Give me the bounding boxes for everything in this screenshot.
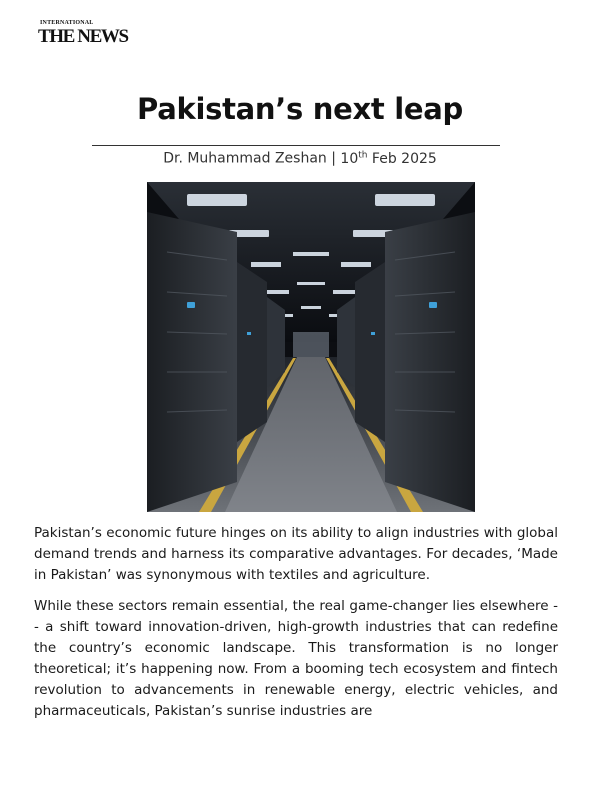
article-body: [34, 523, 558, 732]
masthead-logo: [38, 18, 128, 48]
byline-separator: |: [331, 150, 336, 167]
date-suffix: th: [358, 150, 368, 160]
body-paragraph-1: Pakistan’s economic future hinges on its ability to align industries with global demand trends and harness its comparative advantages. For decades, ‘Made in Pakistan’ was synonymous with textiles and agriculture.: [34, 525, 558, 583]
masthead-brand-text: THE NEWS: [38, 26, 128, 47]
body-paragraph-2: While these sectors remain essential, the real game-changer lies elsewhere -- a shift toward innovation-driven, high-growth industries that can redefine the country’s economic landscape. This transformation is no longer theoretical; it’s happening now. From a booming tech ecosystem and fintech revolution to advancements in renewable energy, electric vehicles, and pharmaceuticals, Pakistan’s sunrise industries are: [34, 598, 558, 719]
publish-date: [340, 151, 436, 167]
title-divider: [92, 145, 500, 146]
author-name: Dr. Muhammad Zeshan: [163, 150, 327, 167]
date-day: 10: [340, 150, 359, 167]
masthead-small-text: INTERNATIONAL: [40, 20, 94, 26]
byline: [0, 150, 600, 167]
article-image-server-room: [147, 182, 475, 512]
article-title: Pakistan’s next leap: [137, 92, 463, 126]
date-rest: Feb 2025: [371, 150, 437, 167]
